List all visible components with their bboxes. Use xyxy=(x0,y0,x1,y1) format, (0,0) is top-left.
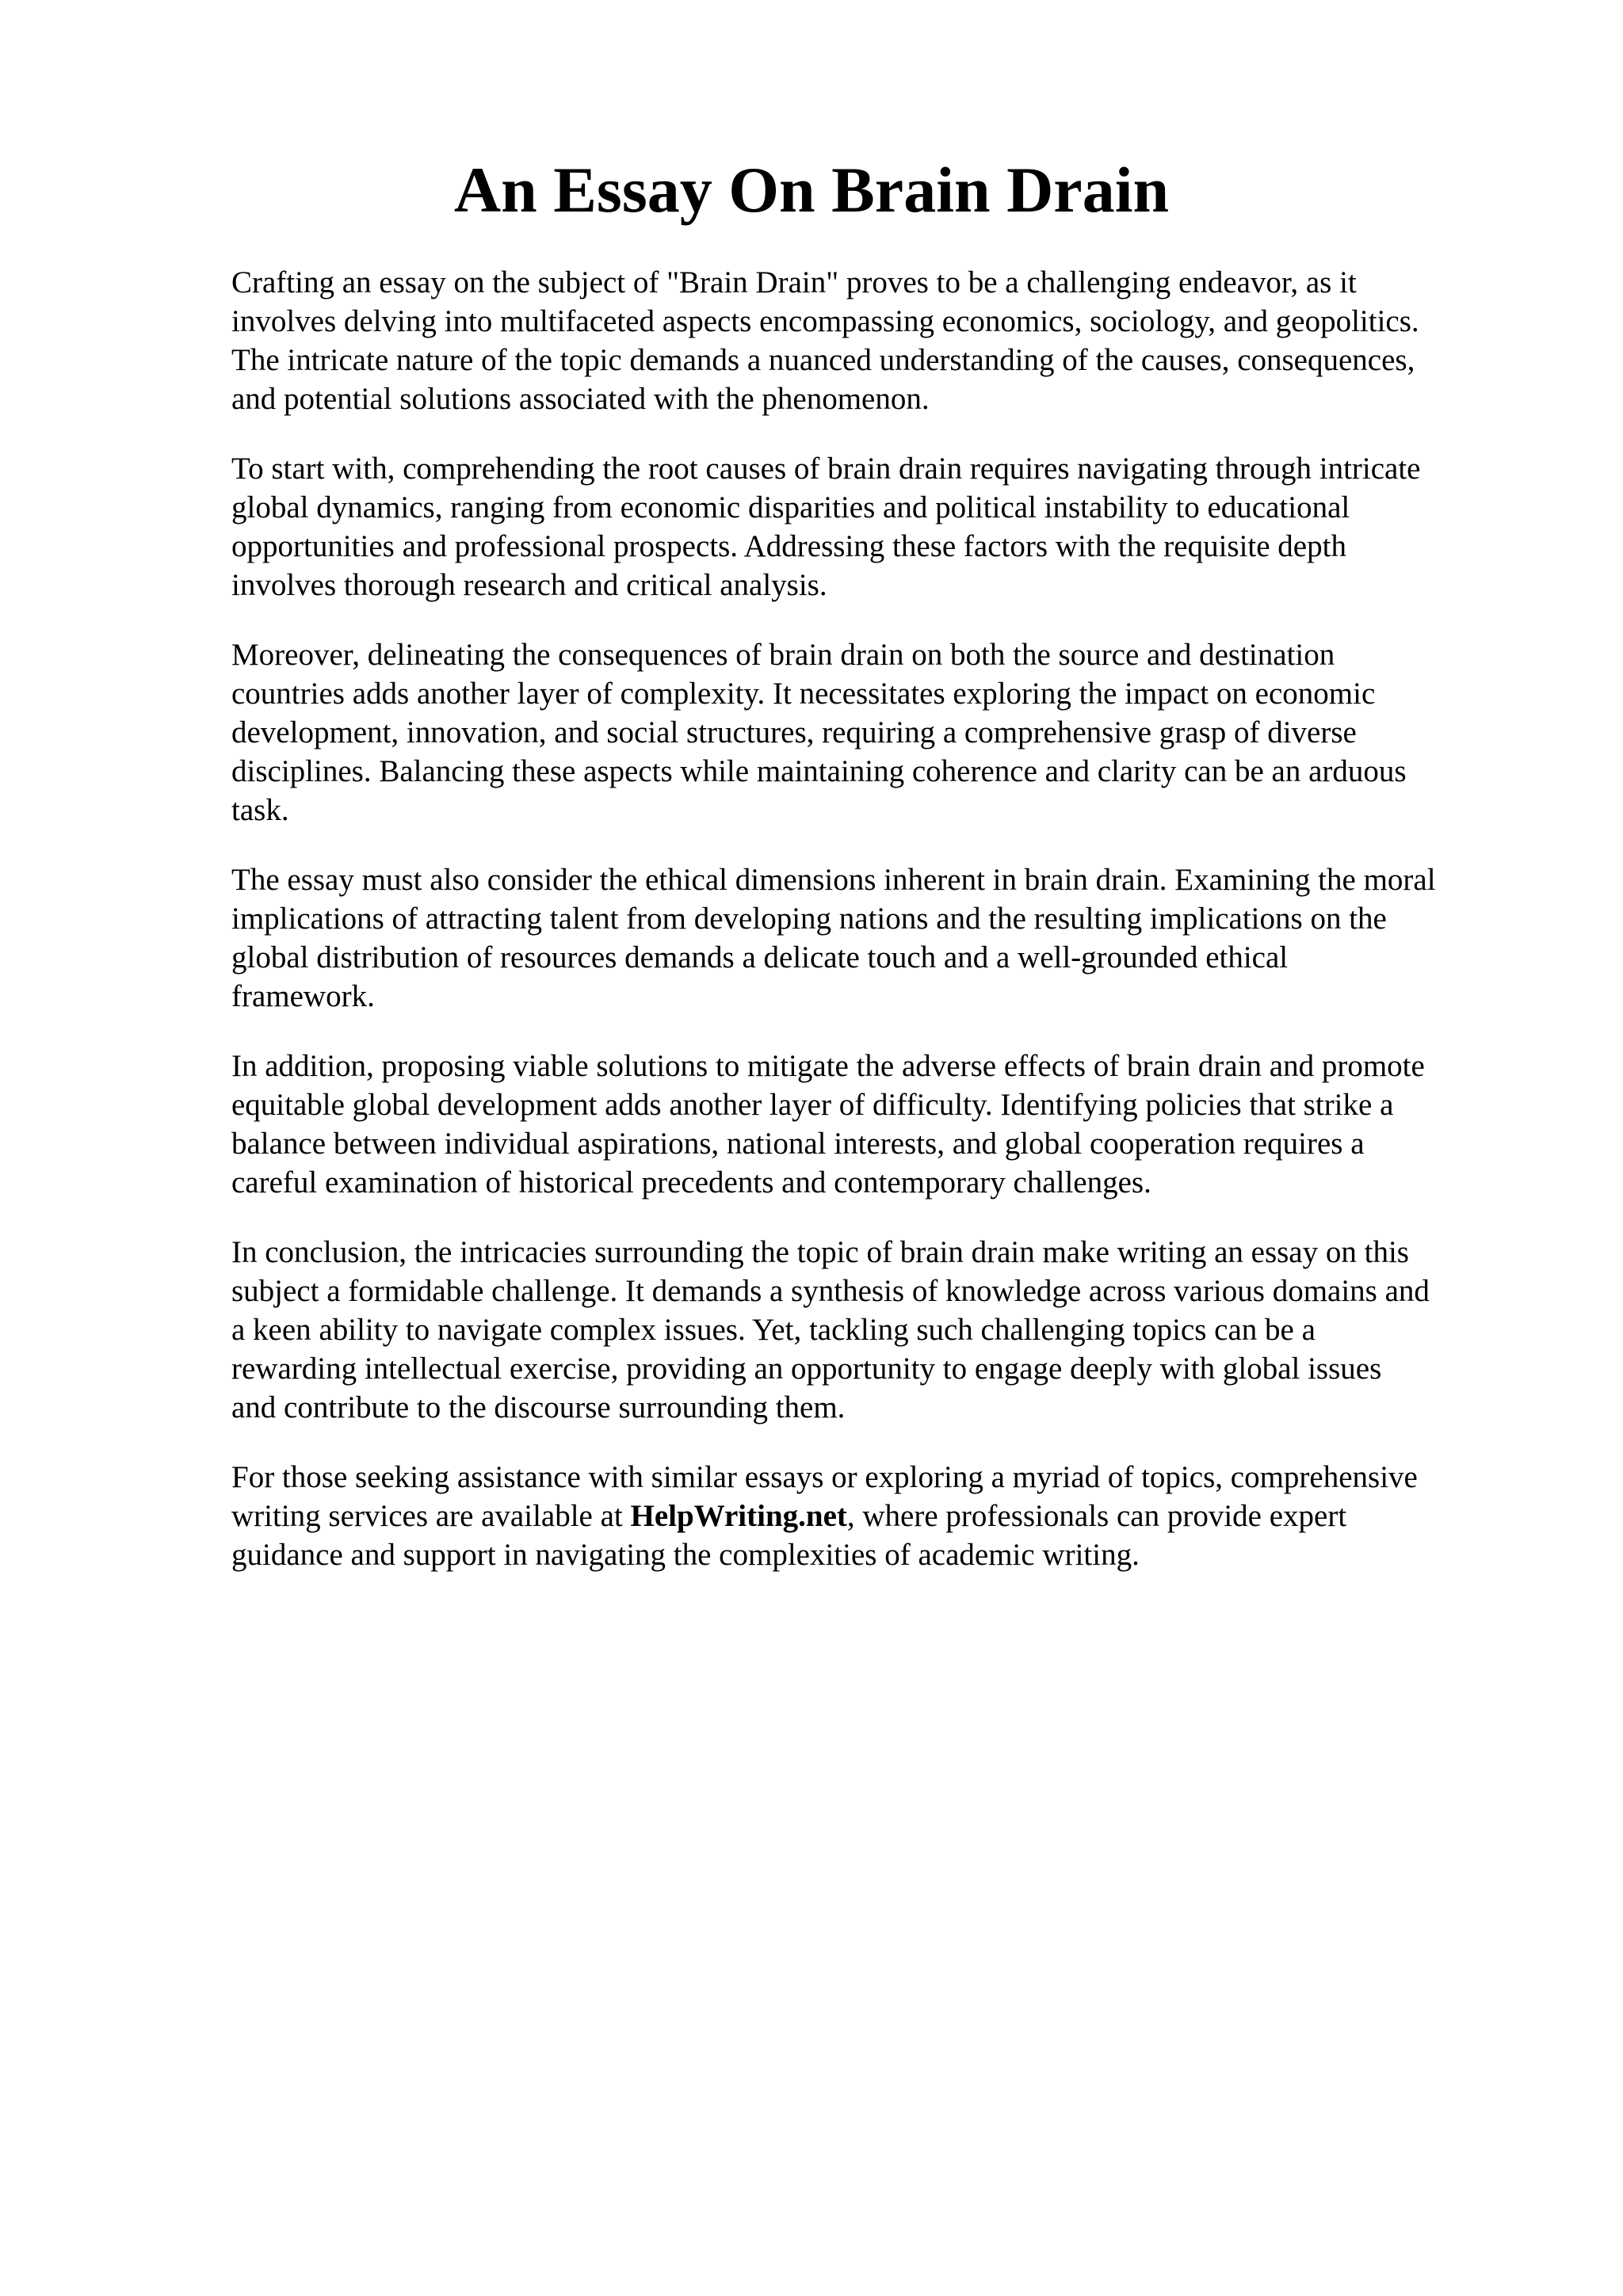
paragraph-line: implications of attracting talent from developing nations and the resulting implications on the xyxy=(231,902,1387,936)
paragraph-6 xyxy=(231,1233,1531,1427)
paragraph-line: global dynamics, ranging from economic disparities and political instability to educational xyxy=(231,490,1350,524)
paragraph-line: careful examination of historical precedents and contemporary challenges. xyxy=(231,1165,1151,1199)
paragraph-2 xyxy=(231,449,1531,605)
paragraph-4 xyxy=(231,860,1531,1016)
paragraph-line: rewarding intellectual exercise, providing an opportunity to engage deeply with global issues xyxy=(231,1352,1382,1386)
helpwriting-brand-link[interactable]: HelpWriting.net xyxy=(630,1499,847,1533)
paragraph-line: development, innovation, and social structures, requiring a comprehensive grasp of diverse xyxy=(231,715,1357,749)
paragraph-line: opportunities and professional prospects. Addressing these factors with the requisite depth xyxy=(231,529,1346,563)
paragraph-line: The intricate nature of the topic demands a nuanced understanding of the causes, consequences, xyxy=(231,343,1415,377)
paragraph-line: guidance and support in navigating the complexities of academic writing. xyxy=(231,1538,1140,1572)
paragraph-line: and potential solutions associated with the phenomenon. xyxy=(231,382,930,416)
paragraph-line: In addition, proposing viable solutions to mitigate the adverse effects of brain drain and promote xyxy=(231,1049,1425,1083)
paragraph-line: and contribute to the discourse surrounding them. xyxy=(231,1390,846,1425)
paragraph-3 xyxy=(231,635,1531,830)
paragraph-line: balance between individual aspirations, national interests, and global cooperation requires a xyxy=(231,1127,1365,1161)
essay-body xyxy=(231,263,1531,1605)
paragraph-closing xyxy=(231,1458,1531,1574)
paragraph-line: To start with, comprehending the root causes of brain drain requires navigating through intricate xyxy=(231,452,1421,486)
paragraph-line: Moreover, delineating the consequences of brain drain on both the source and destination xyxy=(231,638,1335,672)
paragraph-line: subject a formidable challenge. It demands a synthesis of knowledge across various domains and xyxy=(231,1274,1430,1308)
paragraph-line: For those seeking assistance with similar essays or exploring a myriad of topics, comprehensive xyxy=(231,1460,1418,1494)
paragraph-line: involves delving into multifaceted aspects encompassing economics, sociology, and geopolitics. xyxy=(231,304,1419,338)
paragraph-5 xyxy=(231,1047,1531,1202)
paragraph-line: countries adds another layer of complexity. It necessitates exploring the impact on economic xyxy=(231,677,1376,711)
paragraph-line: involves thorough research and critical analysis. xyxy=(231,568,827,602)
closing-text-after: , where professionals can provide expert xyxy=(846,1499,1347,1533)
paragraph-line: disciplines. Balancing these aspects while maintaining coherence and clarity can be an arduous xyxy=(231,754,1407,788)
paragraph-line xyxy=(231,1497,1531,1535)
paragraph-1 xyxy=(231,263,1531,418)
paragraph-line: In conclusion, the intricacies surrounding the topic of brain drain make writing an essay on this xyxy=(231,1235,1409,1269)
page-title: An Essay On Brain Drain xyxy=(453,154,1170,226)
paragraph-line: framework. xyxy=(231,979,375,1013)
paragraph-line: global distribution of resources demands a delicate touch and a well-grounded ethical xyxy=(231,940,1289,974)
paragraph-line: Crafting an essay on the subject of "Brain Drain" proves to be a challenging endeavor, as it xyxy=(231,265,1357,299)
paragraph-line: equitable global development adds another layer of difficulty. Identifying policies that strike a xyxy=(231,1088,1394,1122)
closing-text-before: writing services are available at xyxy=(231,1499,631,1533)
paragraph-line: a keen ability to navigate complex issues. Yet, tackling such challenging topics can be a xyxy=(231,1313,1316,1347)
paragraph-line: The essay must also consider the ethical dimensions inherent in brain drain. Examining the moral xyxy=(231,863,1436,897)
paragraph-line: task. xyxy=(231,793,289,827)
